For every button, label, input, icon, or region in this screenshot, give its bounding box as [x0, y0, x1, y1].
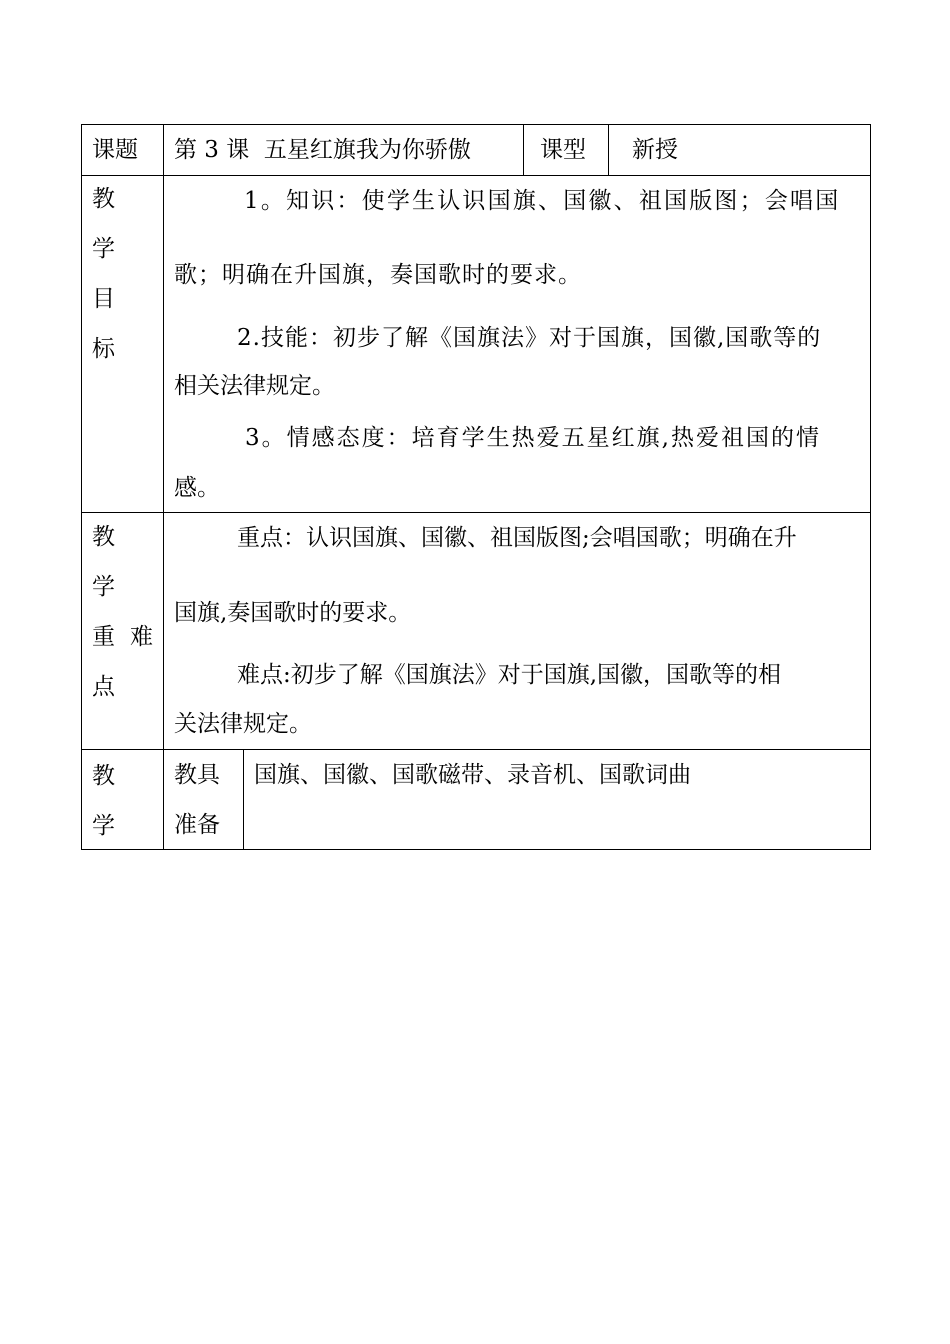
- objectives-p3-line1: 3。情感态度：培育学生热爱五星红旗,热爱祖国的情: [245, 425, 821, 451]
- header-divider-2: [608, 124, 609, 176]
- key-points-label-char: 教: [92, 524, 115, 550]
- objectives-label-char: 目: [92, 286, 115, 312]
- table-border-bottom: [81, 849, 871, 850]
- header-divider-1: [523, 124, 524, 176]
- table-border-right: [870, 124, 871, 850]
- key-points-label-char: 点: [92, 674, 115, 700]
- key-points-label-char: 学: [92, 574, 115, 600]
- type-value: 新授: [632, 137, 678, 163]
- table-border-top: [81, 124, 871, 125]
- topic-value: 第 3 课 五星红旗我为你骄傲: [174, 137, 471, 163]
- key-points-p1-line2: 国旗,奏国歌时的要求。: [174, 600, 412, 626]
- key-points-p1-line1: 重点：认识国旗、国徽、祖国版图;会唱国歌；明确在升: [237, 525, 797, 551]
- preparation-divider: [243, 749, 244, 850]
- preparation-label-char: 学: [92, 813, 115, 839]
- preparation-sublabel-line1: 教具: [174, 762, 220, 788]
- key-points-p2-line2: 关法律规定。: [174, 711, 312, 737]
- objectives-label-char: 标: [92, 336, 115, 362]
- objectives-p2-line1: 2.技能：初步了解《国旗法》对于国旗，国徽,国歌等的: [237, 325, 822, 351]
- objectives-p3-line2: 感。: [174, 475, 220, 501]
- preparation-label-char: 教: [92, 763, 115, 789]
- table-col-divider: [163, 124, 164, 850]
- objectives-p2-line2: 相关法律规定。: [174, 373, 335, 399]
- key-points-label-char: 重: [92, 624, 115, 650]
- key-points-label-char: 难: [130, 624, 153, 650]
- table-border-left: [81, 124, 82, 850]
- preparation-value: 国旗、国徽、国歌磁带、录音机、国歌词曲: [254, 762, 691, 788]
- objectives-label-char: 教: [92, 186, 115, 212]
- table-rule-3: [81, 749, 871, 750]
- type-label: 课型: [540, 137, 586, 163]
- objectives-label-char: 学: [92, 236, 115, 262]
- objectives-p1-line2: 歌；明确在升国旗，奏国歌时的要求。: [174, 262, 582, 288]
- table-rule-2: [81, 512, 871, 513]
- table-rule-1: [81, 175, 871, 176]
- key-points-p2-line1: 难点:初步了解《国旗法》对于国旗,国徽，国歌等的相: [237, 662, 782, 688]
- preparation-sublabel-line2: 准备: [174, 812, 220, 838]
- topic-label: 课题: [92, 137, 138, 163]
- objectives-p1-line1: 1。知识：使学生认识国旗、国徽、祖国版图；会唱国: [244, 188, 841, 214]
